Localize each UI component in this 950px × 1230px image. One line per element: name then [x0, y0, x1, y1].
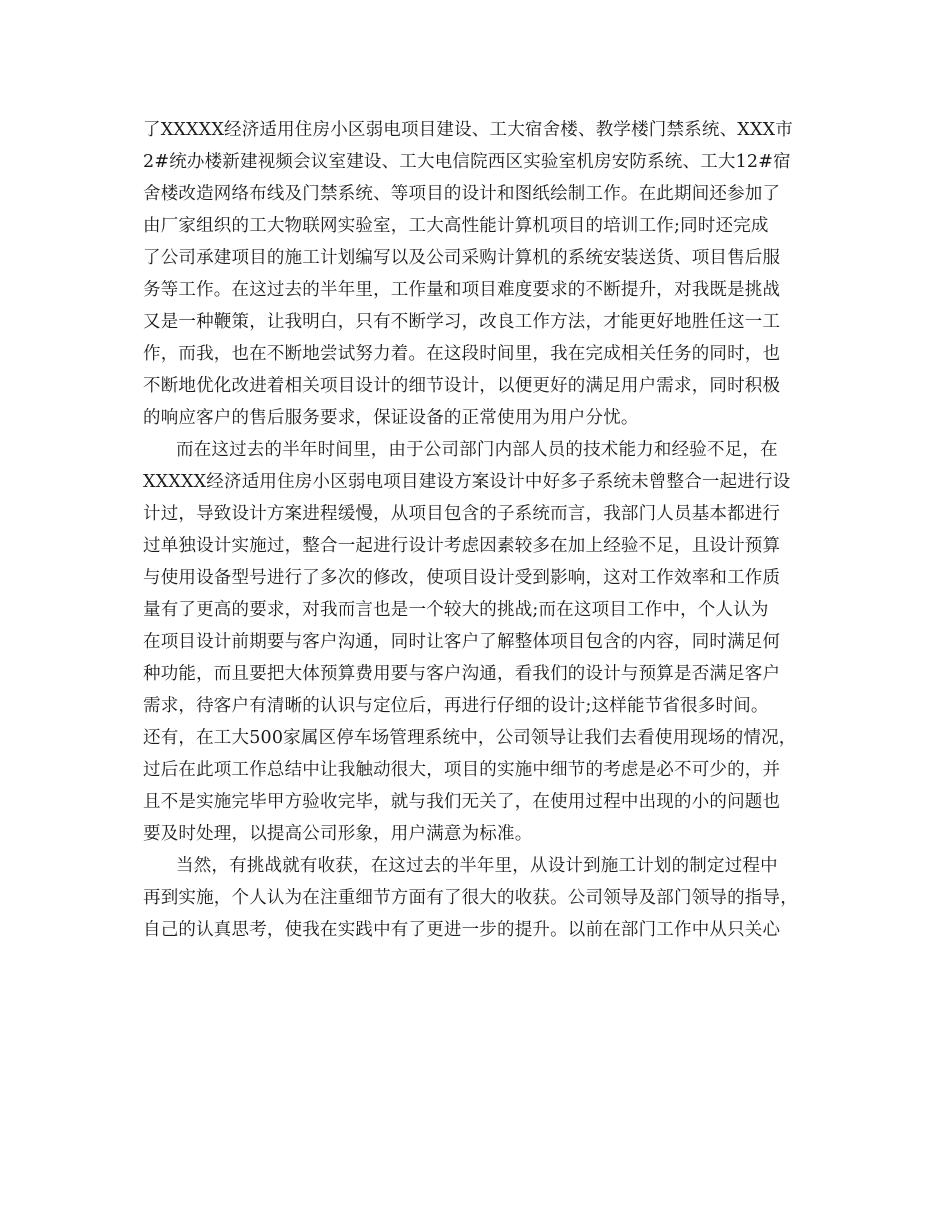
text-line: 要及时处理，以提高公司形象，用户满意为标准。 [143, 824, 533, 844]
text-line: 过单独设计实施过，整合一起进行设计考虑因素较多在加上经验不足，且设计预算 [143, 536, 781, 556]
text-line: 量有了更高的要求，对我而言也是一个较大的挑战;而在这项目工作中，个人认为 [143, 600, 769, 620]
text-line: 作，而我，也在不断地尝试努力着。在这段时间里，我在完成相关任务的同时，也 [143, 344, 781, 364]
text-line: 过后在此项工作总结中让我触动很大，项目的实施中细节的考虑是必不可少的，并 [143, 760, 781, 780]
text-line: 还有，在工大500家属区停车场管理系统中，公司领导让我们去看使用现场的情况， [143, 728, 797, 748]
text-line: 了公司承建项目的施工计划编写以及公司采购计算机的系统安装送货、项目售后服 [143, 248, 781, 268]
body-text [143, 114, 823, 946]
text-line: 了XXXXX经济适用住房小区弱电项目建设、工大宿舍楼、教学楼门禁系统、XXX市 [143, 120, 793, 140]
text-line: 在项目设计前期要与客户沟通，同时让客户了解整体项目包含的内容，同时满足何 [143, 632, 781, 652]
text-line: 2#统办楼新建视频会议室建设、工大电信院西区实验室机房安防系统、工大12#宿 [143, 152, 791, 172]
text-line: 务等工作。在这过去的半年里，工作量和项目难度要求的不断提升，对我既是挑战 [143, 280, 781, 300]
text-line: 舍楼改造网络布线及门禁系统、等项目的设计和图纸绘制工作。在此期间还参加了 [143, 184, 781, 204]
text-line: 且不是实施完毕甲方验收完毕，就与我们无关了，在使用过程中出现的小的问题也 [143, 792, 781, 812]
text-line: 不断地优化改进着相关项目设计的细节设计，以便更好的满足用户需求，同时积极 [143, 376, 781, 396]
text-line: 又是一种鞭策，让我明白，只有不断学习，改良工作方法，才能更好地胜任这一工 [143, 312, 781, 332]
text-line: 由厂家组织的工大物联网实验室，工大高性能计算机项目的培训工作;同时还完成 [143, 216, 769, 236]
text-line: 自己的认真思考，使我在实践中有了更进一步的提升。以前在部门工作中从只关心 [143, 920, 781, 940]
text-line: 与使用设备型号进行了多次的修改，使项目设计受到影响，这对工作效率和工作质 [143, 568, 781, 588]
text-line: 需求，待客户有清晰的认识与定位后，再进行仔细的设计;这样能节省很多时间。 [143, 696, 769, 716]
text-line: 计过，导致设计方案进程缓慢，从项目包含的子系统而言，我部门人员基本都进行 [143, 504, 781, 524]
text-line: 的响应客户的售后服务要求，保证设备的正常使用为用户分忧。 [143, 408, 639, 428]
text-line: 而在这过去的半年时间里，由于公司部门内部人员的技术能力和经验不足，在 [176, 440, 778, 460]
text-line: 当然，有挑战就有收获，在这过去的半年里，从设计到施工计划的制定过程中 [176, 856, 778, 876]
text-line: 再到实施，个人认为在注重细节方面有了很大的收获。公司领导及部门领导的指导， [143, 888, 798, 908]
text-line: XXXXX经济适用住房小区弱电项目建设方案设计中好多子系统未曾整合一起进行设 [143, 472, 791, 492]
text-line: 种功能，而且要把大体预算费用要与客户沟通，看我们的设计与预算是否满足客户 [143, 664, 781, 684]
